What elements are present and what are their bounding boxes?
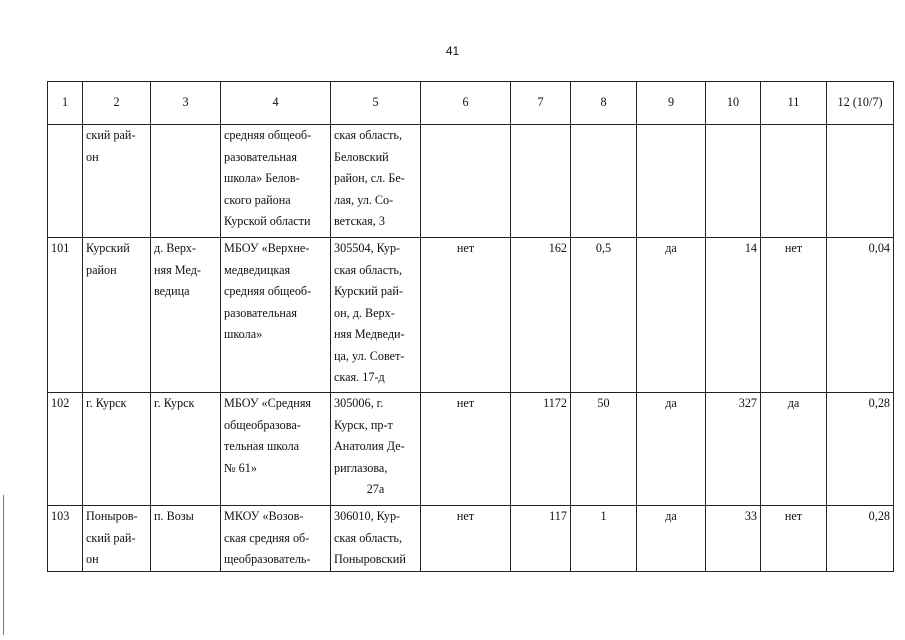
table-row	[48, 506, 894, 572]
cell-line: ская область,	[334, 530, 403, 545]
col8-cell: 1	[571, 506, 637, 572]
col6-cell: нет	[421, 393, 511, 506]
empty-cell	[706, 125, 761, 238]
district-cell	[83, 393, 151, 506]
table-row-continuation	[48, 125, 894, 238]
cell-line: лая, ул. Со-	[334, 192, 394, 207]
cell-line: ский рай-	[86, 128, 136, 142]
col10-cell: 327	[706, 393, 761, 506]
cell-line: г. Курск	[86, 396, 127, 410]
cell-line: ский рай-	[86, 530, 136, 545]
header-cell: 3	[151, 82, 221, 125]
cell-line: д. Верх-	[154, 241, 197, 255]
district-cell	[83, 506, 151, 572]
col12-cell: 0,28	[827, 393, 894, 506]
cell-line: МБОУ «Средняя	[224, 396, 312, 410]
cell-line: МБОУ «Верхне-	[224, 241, 310, 255]
cell-line: Курский	[86, 241, 130, 255]
col11-cell: нет	[761, 238, 827, 393]
empty-cell	[761, 125, 827, 238]
row-number-cell: 101	[48, 238, 83, 393]
col9-cell: да	[637, 506, 706, 572]
cell-line: 306010, Кур-	[334, 509, 401, 523]
cell-line: Поныровский	[334, 552, 406, 566]
cell-line: няя Медведи-	[334, 327, 405, 341]
col7-cell: 117	[511, 506, 571, 572]
empty-cell	[421, 125, 511, 238]
cell-line: ская. 17-д	[334, 370, 385, 384]
cell-line: ского района	[224, 192, 291, 207]
cell-line: няя Мед-	[154, 262, 201, 277]
col7-cell: 1172	[511, 393, 571, 506]
cell-line: разовательная	[224, 305, 297, 320]
cell-line: 305006, г.	[334, 396, 384, 410]
cell-line: средняя общеоб-	[224, 284, 312, 298]
header-cell: 5	[331, 82, 421, 125]
header-cell: 12 (10/7)	[827, 82, 894, 125]
cell-line: разовательная	[224, 149, 297, 164]
col10-cell: 33	[706, 506, 761, 572]
cell-line: школа»	[224, 327, 263, 341]
address-cell	[331, 506, 421, 572]
cell-line: ская область,	[334, 262, 403, 277]
cell-line: ведица	[154, 284, 190, 298]
locality-cell	[151, 393, 221, 506]
school-cell	[221, 506, 331, 572]
cell-line: 305504, Кур-	[334, 241, 401, 255]
row-number-cell: 103	[48, 506, 83, 572]
header-cell: 2	[83, 82, 151, 125]
col8-cell: 50	[571, 393, 637, 506]
address-cell	[331, 393, 421, 506]
district-cell	[83, 125, 151, 238]
cell-line: средняя общеоб-	[224, 128, 312, 142]
cell-line: общеобразова-	[224, 417, 301, 432]
cell-line: он	[86, 552, 99, 566]
page-number: 41	[445, 44, 460, 58]
cell-line: Анатолия Де-	[334, 439, 405, 453]
cell-line: Курский рай-	[334, 284, 403, 298]
cell-line: Поныров-	[86, 509, 138, 523]
cell-line: район	[86, 262, 117, 277]
empty-cell	[511, 125, 571, 238]
header-cell: 4	[221, 82, 331, 125]
col11-cell: нет	[761, 506, 827, 572]
header-cell: 1	[48, 82, 83, 125]
col6-cell: нет	[421, 506, 511, 572]
cell-line: район, сл. Бе-	[334, 171, 405, 185]
school-cell	[221, 393, 331, 506]
cell-line: медведицкая	[224, 262, 291, 277]
empty-cell	[827, 125, 894, 238]
cell-line: № 61»	[224, 460, 257, 475]
address-cell	[331, 125, 421, 238]
cell-line: он	[86, 149, 99, 164]
header-cell: 10	[706, 82, 761, 125]
school-cell	[221, 238, 331, 393]
empty-cell	[571, 125, 637, 238]
cell-line: ская область,	[334, 128, 403, 142]
cell-line: Курск, пр-т	[334, 417, 393, 432]
header-cell: 8	[571, 82, 637, 125]
school-cell	[221, 125, 331, 238]
header-cell: 7	[511, 82, 571, 125]
col11-cell: да	[761, 393, 827, 506]
header-cell: 6	[421, 82, 511, 125]
margin-line	[3, 495, 4, 635]
cell-line: тельная школа	[224, 439, 300, 453]
cell-line: п. Возы	[154, 509, 194, 523]
cell-line: МКОУ «Возов-	[224, 509, 304, 523]
locality-cell	[151, 506, 221, 572]
cell-line: ская средняя об-	[224, 530, 310, 545]
cell-line: ветская, 3	[334, 214, 385, 228]
col6-cell: нет	[421, 238, 511, 393]
cell-line: ца, ул. Совет-	[334, 348, 405, 363]
col7-cell: 162	[511, 238, 571, 393]
locality-cell	[151, 125, 221, 238]
col12-cell: 0,04	[827, 238, 894, 393]
table-row	[48, 393, 894, 506]
table-row	[48, 238, 894, 393]
locality-cell	[151, 238, 221, 393]
col12-cell: 0,28	[827, 506, 894, 572]
header-cell: 11	[761, 82, 827, 125]
cell-line: он, д. Верх-	[334, 305, 395, 320]
cell-line: щеобразователь-	[224, 552, 311, 566]
address-cell	[331, 238, 421, 393]
table-header-row	[48, 82, 894, 125]
col9-cell: да	[637, 238, 706, 393]
col8-cell: 0,5	[571, 238, 637, 393]
district-cell	[83, 238, 151, 393]
cell-line: Беловский	[334, 149, 389, 164]
col9-cell: да	[637, 393, 706, 506]
empty-cell	[637, 125, 706, 238]
cell-line: Курской области	[224, 214, 311, 228]
schools-table	[47, 81, 894, 572]
cell-line: 27а	[366, 482, 385, 496]
cell-line: г. Курск	[154, 396, 195, 410]
col10-cell: 14	[706, 238, 761, 393]
row-number-cell	[48, 125, 83, 238]
row-number-cell: 102	[48, 393, 83, 506]
cell-line: школа» Белов-	[224, 171, 300, 185]
header-cell: 9	[637, 82, 706, 125]
cell-line: риглазова,	[334, 460, 388, 475]
